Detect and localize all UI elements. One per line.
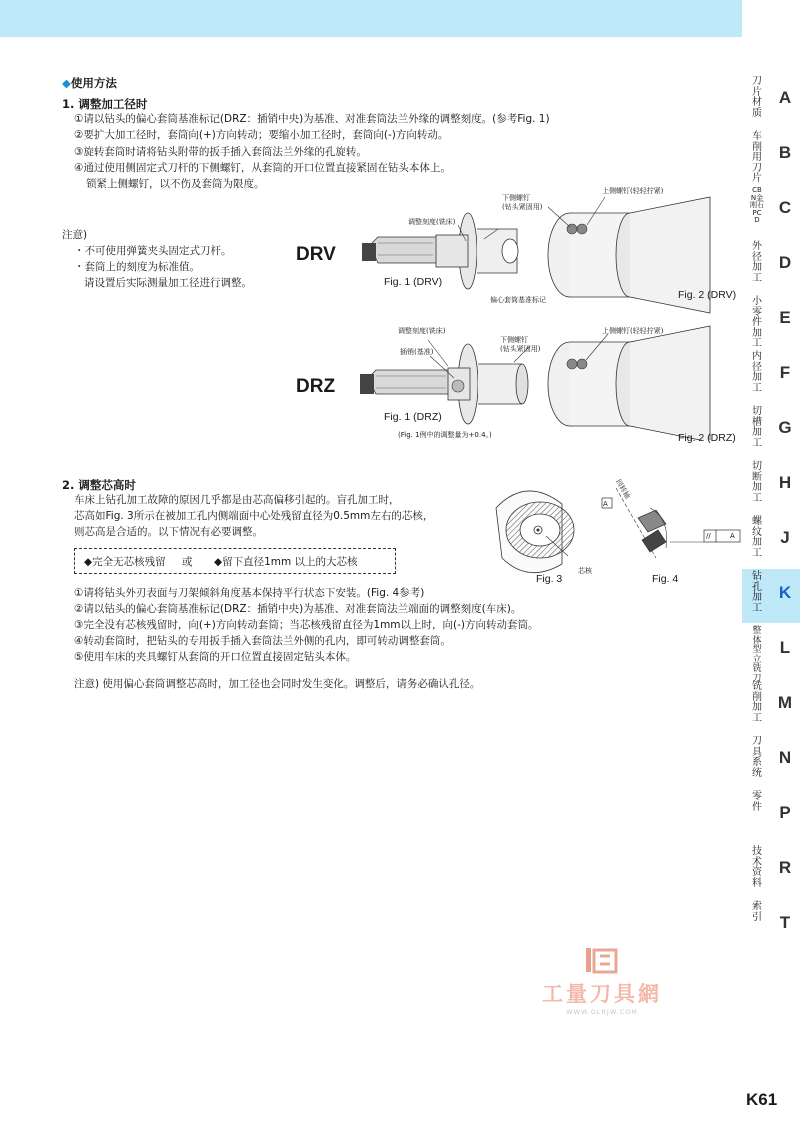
side-tab-letter: N [778, 748, 792, 767]
side-tab-r[interactable] [742, 844, 800, 898]
side-tab-j[interactable] [742, 514, 800, 568]
section-title-text: 使用方法 [70, 76, 117, 90]
fig4-label-parallel: // [706, 532, 711, 540]
part2-heading: 2. 调整芯高时 [62, 478, 136, 492]
header-bar [0, 0, 742, 37]
drv-fig2-caption: Fig. 2 (DRV) [678, 289, 737, 301]
note-item: ・不可使用弹簧夹头固定式刀杆。 [74, 245, 232, 257]
part1-step: ③旋转套筒时请将钻头附带的扳手插入套筒法兰外缘的孔旋转。 [74, 146, 367, 158]
side-tab-e[interactable] [742, 294, 800, 348]
drv-model-label: DRV [296, 244, 336, 265]
drv-label-lower-screw-sub: (钻头紧固用) [502, 203, 543, 211]
side-tab-letter: K [778, 583, 792, 602]
drv-label-upper-screw: 上侧螺钉(轻轻拧紧) [602, 187, 664, 195]
side-tab-b[interactable] [742, 129, 800, 183]
part2-note: 注意) 使用偏心套筒调整芯高时，加工径也会同时发生变化。调整后，请务必确认孔径。 [74, 678, 481, 690]
note-title: 注意) [62, 229, 88, 241]
condition-option-1: ◆完全无芯核残留 [84, 556, 166, 568]
side-tab-a[interactable] [742, 74, 800, 128]
side-tab-letter: L [779, 638, 791, 657]
watermark-logo-icon [582, 944, 622, 978]
side-tab-label: 刀具系统 [752, 736, 762, 779]
part1-step: ①请以钻头的偏心套筒基准标记(DRZ：插销中央)为基准、对准套筒法兰外缘的调整刻度。(参考Fig. 1) [74, 113, 550, 125]
side-tab-letter: C [778, 198, 792, 217]
drv-label-mark: 偏心套筒基准标记 [490, 296, 546, 304]
side-tab-d[interactable] [742, 239, 800, 293]
drz-holder-illustration [548, 326, 710, 440]
side-tab-label: 切断加工 [752, 461, 762, 504]
side-tab-letter: B [778, 143, 792, 162]
part2-step: ④转动套筒时，把钻头的专用扳手插入套筒法兰外侧的孔内，即可转动调整套筒。 [74, 635, 451, 647]
side-tab-h[interactable] [742, 459, 800, 513]
fig3-caption: Fig. 3 [536, 573, 563, 585]
watermark-url: WWW.GLRJW.COM [566, 1008, 638, 1016]
condition-or: 或 [182, 556, 193, 568]
part2-intro: 则芯高是合适的。以下情况有必要调整。 [74, 526, 263, 538]
side-tab-label: 刀片材质 [752, 76, 762, 119]
part1-step: ②要扩大加工径时，套筒向(+)方向转动；要缩小加工径时，套筒向(-)方向转动。 [74, 129, 449, 141]
side-tab-label: 切槽加工 [752, 406, 762, 449]
drz-model-label: DRZ [296, 376, 336, 397]
side-tab-letter: F [779, 363, 791, 382]
drz-label-lower-screw-sub: (钻头紧固用) [500, 345, 541, 353]
part2-step: ③完全没有芯核残留时，向(+)方向转动套筒；当芯核残留直径为1mm以上时，向(-)方向转动套筒。 [74, 619, 539, 631]
part2-intro: 芯高如Fig. 3所示在被加工孔内侧端面中心处残留直径为0.5mm左右的芯核， [74, 510, 434, 522]
side-tab-label: CBN金刚石PCD [750, 186, 764, 224]
side-tab-l[interactable] [742, 624, 800, 684]
part1-step: 锁紧上侧螺钉，以不伤及套筒为限度。 [86, 178, 265, 190]
part2-step: ①请将钻头外刃表面与刀架倾斜角度基本保持平行状态下安装。(Fig. 4参考) [74, 587, 425, 599]
note-item: 请设置后实际测量加工径进行调整。 [84, 277, 252, 289]
side-tab-letter: H [778, 473, 792, 492]
drv-label-scale: 调整刻度(铣床) [408, 218, 456, 226]
fig4-label-rotation-axis: 回转轴 [614, 478, 632, 501]
side-tab-label: 整体型立铣刀 [752, 626, 762, 684]
side-tab-letter: R [778, 858, 792, 877]
drz-label-scale: 调整刻度(铣床) [398, 327, 446, 335]
side-tab-letter: J [780, 528, 790, 547]
side-tab-letter: A [778, 88, 792, 107]
side-tab-label: 铣削加工 [752, 681, 762, 724]
side-tab-p[interactable] [742, 789, 800, 843]
side-tab-letter: M [777, 693, 793, 712]
side-tab-n[interactable] [742, 734, 800, 788]
drz-fig1-caption: Fig. 1 (DRZ) [384, 411, 442, 423]
side-tab-label: 内径加工 [752, 351, 762, 394]
part2-step: ⑤使用车床的夹具螺钉从套筒的开口位置直接固定钻头本体。 [74, 651, 357, 663]
fig4-caption: Fig. 4 [652, 573, 679, 585]
side-tab-g[interactable] [742, 404, 800, 458]
side-tab-label: 技术资料 [752, 846, 762, 889]
part2-step: ②请以钻头的偏心套筒基准标记(DRZ：插销中央)为基准、对准套筒法兰端面的调整刻度(车床)。 [74, 603, 522, 615]
fig3-workpiece [496, 491, 574, 573]
drz-fig1-note: (Fig. 1例中的调整量为+0.4。) [398, 431, 492, 439]
side-tab-label: 螺纹加工 [752, 516, 762, 559]
side-tab-letter: E [779, 308, 791, 327]
side-tab-m[interactable] [742, 679, 800, 733]
part1-step: ④通过使用侧固定式刀杆的下侧螺钉，从套筒的开口位置直接紧固在钻头本体上。 [74, 162, 451, 174]
side-tab-c[interactable] [742, 184, 800, 238]
side-tab-label: 外径加工 [752, 241, 762, 284]
side-tab-f[interactable] [742, 349, 800, 403]
drv-label-lower-screw: 下侧螺钉 [502, 194, 530, 202]
part2-intro: 车床上钻孔加工故障的原因几乎都是由芯高偏移引起的。盲孔加工时， [74, 494, 400, 506]
side-tab-letter: D [778, 253, 792, 272]
page-number: K61 [746, 1090, 778, 1109]
side-tab-label: 小零件加工 [752, 296, 762, 349]
fig3-label-core: 芯核 [578, 567, 592, 575]
side-tab-label: 索引 [752, 901, 762, 923]
drz-label-lower-screw: 下侧螺钉 [500, 336, 528, 344]
side-tab-t[interactable] [742, 899, 800, 953]
side-tab-label: 钻孔加工 [752, 571, 762, 614]
drz-label-upper-screw: 上侧螺钉(轻轻拧紧) [602, 327, 664, 335]
fig4-label-a: A [603, 500, 608, 508]
side-tab-letter: T [779, 913, 791, 932]
drv-fig1-caption: Fig. 1 (DRV) [384, 276, 443, 288]
drz-fig2-caption: Fig. 2 (DRZ) [678, 432, 736, 444]
watermark-title: 工量刀具網 [542, 982, 662, 1006]
section-title [62, 76, 117, 90]
drz-label-pin: 插销(基准) [400, 348, 434, 356]
side-tab-letter: G [778, 418, 792, 437]
watermark [532, 944, 672, 1016]
side-tab-k[interactable] [742, 569, 800, 623]
side-tab-letter: P [779, 803, 791, 822]
side-tab-label: 零件 [752, 791, 762, 813]
part1-heading: 1. 调整加工径时 [62, 97, 148, 111]
condition-option-2: ◆留下直径1mm 以上的大芯核 [214, 556, 358, 568]
diamond-icon: ◆ [62, 76, 71, 90]
fig4-label-a2: A [730, 532, 735, 540]
side-tab-label: 车削用刀片 [752, 131, 762, 184]
note-item: ・套筒上的刻度为标准值。 [74, 261, 200, 273]
